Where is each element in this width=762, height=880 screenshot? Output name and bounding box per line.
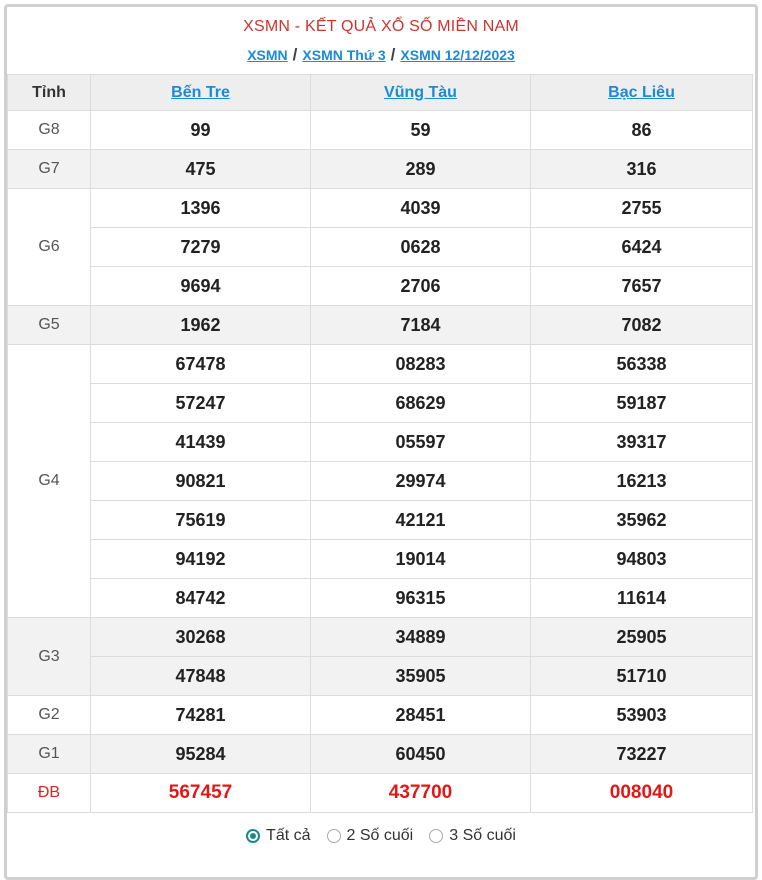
radio-checked-icon[interactable] bbox=[246, 829, 260, 843]
prize-number: 28451 bbox=[311, 696, 531, 735]
prize-number: 60450 bbox=[311, 735, 531, 774]
prize-number: 59187 bbox=[531, 384, 753, 423]
table-body bbox=[8, 111, 753, 813]
table-row-g4 bbox=[8, 501, 753, 540]
prize-number: 08283 bbox=[311, 345, 531, 384]
prize-number: 95284 bbox=[91, 735, 311, 774]
prize-number: 1396 bbox=[91, 189, 311, 228]
prize-label-g7: G7 bbox=[8, 150, 91, 189]
table-row-g2 bbox=[8, 696, 753, 735]
prize-number: 94803 bbox=[531, 540, 753, 579]
prize-number: 96315 bbox=[311, 579, 531, 618]
prize-number: 68629 bbox=[311, 384, 531, 423]
table-row-g7 bbox=[8, 150, 753, 189]
table-row-g8 bbox=[8, 111, 753, 150]
prize-number: 289 bbox=[311, 150, 531, 189]
table-row-g6 bbox=[8, 228, 753, 267]
prize-number: 30268 bbox=[91, 618, 311, 657]
table-row-g1 bbox=[8, 735, 753, 774]
table-row-g4 bbox=[8, 540, 753, 579]
prize-number: 7657 bbox=[531, 267, 753, 306]
prize-number: 41439 bbox=[91, 423, 311, 462]
prize-number: 2755 bbox=[531, 189, 753, 228]
table-row-g4 bbox=[8, 345, 753, 384]
prize-number: 47848 bbox=[91, 657, 311, 696]
prize-number: 84742 bbox=[91, 579, 311, 618]
filter-option-label: 2 Số cuối bbox=[346, 826, 414, 844]
column-header-ben-tre bbox=[91, 75, 311, 111]
prize-number: 05597 bbox=[311, 423, 531, 462]
prize-number: 94192 bbox=[91, 540, 311, 579]
province-link-ben-tre[interactable]: Bến Tre bbox=[171, 83, 230, 101]
prize-number: 7279 bbox=[91, 228, 311, 267]
prize-label-g3: G3 bbox=[8, 618, 91, 696]
special-prize-number: 437700 bbox=[311, 774, 531, 813]
prize-label-g8: G8 bbox=[8, 111, 91, 150]
prize-number: 56338 bbox=[531, 345, 753, 384]
breadcrumb-date[interactable]: XSMN 12/12/2023 bbox=[400, 47, 515, 63]
prize-number: 25905 bbox=[531, 618, 753, 657]
prize-number: 4039 bbox=[311, 189, 531, 228]
province-link-bac-lieu[interactable]: Bạc Liêu bbox=[608, 83, 675, 101]
prize-number: 7082 bbox=[531, 306, 753, 345]
prize-number: 74281 bbox=[91, 696, 311, 735]
prize-number: 316 bbox=[531, 150, 753, 189]
table-row-g5 bbox=[8, 306, 753, 345]
radio-unchecked-icon[interactable] bbox=[429, 829, 443, 843]
prize-number: 19014 bbox=[311, 540, 531, 579]
prize-number: 99 bbox=[91, 111, 311, 150]
prize-number: 90821 bbox=[91, 462, 311, 501]
header bbox=[7, 7, 755, 74]
results-table bbox=[7, 74, 753, 813]
filter-option-label: Tất cả bbox=[266, 826, 311, 844]
prize-number: 35905 bbox=[311, 657, 531, 696]
prize-label-g4: G4 bbox=[8, 345, 91, 618]
prize-number: 2706 bbox=[311, 267, 531, 306]
prize-label-g5: G5 bbox=[8, 306, 91, 345]
breadcrumb-separator: / bbox=[292, 45, 298, 64]
prize-number: 6424 bbox=[531, 228, 753, 267]
filter-option-last-3[interactable] bbox=[429, 827, 516, 845]
prize-label-g6: G6 bbox=[8, 189, 91, 306]
prize-number: 11614 bbox=[531, 579, 753, 618]
province-link-vung-tau[interactable]: Vũng Tàu bbox=[384, 83, 457, 101]
prize-number: 9694 bbox=[91, 267, 311, 306]
breadcrumb-separator: / bbox=[390, 45, 396, 64]
table-row-g6 bbox=[8, 267, 753, 306]
prize-number: 1962 bbox=[91, 306, 311, 345]
prize-number: 7184 bbox=[311, 306, 531, 345]
table-row-special bbox=[8, 774, 753, 813]
breadcrumb-xsmn[interactable]: XSMN bbox=[247, 47, 288, 63]
prize-number: 53903 bbox=[531, 696, 753, 735]
table-header-row bbox=[8, 75, 753, 111]
filter-option-all[interactable] bbox=[246, 827, 310, 845]
special-prize-number: 008040 bbox=[531, 774, 753, 813]
prize-number: 35962 bbox=[531, 501, 753, 540]
table-row-g3 bbox=[8, 618, 753, 657]
prize-number: 42121 bbox=[311, 501, 531, 540]
prize-number: 16213 bbox=[531, 462, 753, 501]
filter-option-label: 3 Số cuối bbox=[449, 826, 516, 844]
prize-number: 29974 bbox=[311, 462, 531, 501]
table-row-g4 bbox=[8, 384, 753, 423]
radio-unchecked-icon[interactable] bbox=[327, 829, 341, 843]
prize-label-g2: G2 bbox=[8, 696, 91, 735]
prize-label-special: ĐB bbox=[8, 774, 91, 813]
prize-number: 73227 bbox=[531, 735, 753, 774]
column-header-bac-lieu bbox=[531, 75, 753, 111]
column-header-vung-tau bbox=[311, 75, 531, 111]
prize-number: 86 bbox=[531, 111, 753, 150]
table-row-g4 bbox=[8, 423, 753, 462]
prize-number: 34889 bbox=[311, 618, 531, 657]
results-panel bbox=[4, 4, 758, 880]
table-row-g4 bbox=[8, 462, 753, 501]
table-row-g3 bbox=[8, 657, 753, 696]
prize-number: 57247 bbox=[91, 384, 311, 423]
breadcrumb-weekday[interactable]: XSMN Thứ 3 bbox=[302, 47, 386, 63]
prize-label-g1: G1 bbox=[8, 735, 91, 774]
prize-number: 59 bbox=[311, 111, 531, 150]
prize-number: 51710 bbox=[531, 657, 753, 696]
column-header-province: Tỉnh bbox=[8, 75, 91, 111]
prize-number: 0628 bbox=[311, 228, 531, 267]
prize-number: 67478 bbox=[91, 345, 311, 384]
prize-number: 75619 bbox=[91, 501, 311, 540]
breadcrumb bbox=[7, 45, 755, 65]
prize-number: 475 bbox=[91, 150, 311, 189]
digit-filter bbox=[7, 813, 755, 858]
page-title: XSMN - KẾT QUẢ XỔ SỐ MIỀN NAM bbox=[243, 18, 519, 35]
filter-option-last-2[interactable] bbox=[327, 827, 414, 845]
table-row-g6 bbox=[8, 189, 753, 228]
prize-number: 39317 bbox=[531, 423, 753, 462]
table-row-g4 bbox=[8, 579, 753, 618]
special-prize-number: 567457 bbox=[91, 774, 311, 813]
